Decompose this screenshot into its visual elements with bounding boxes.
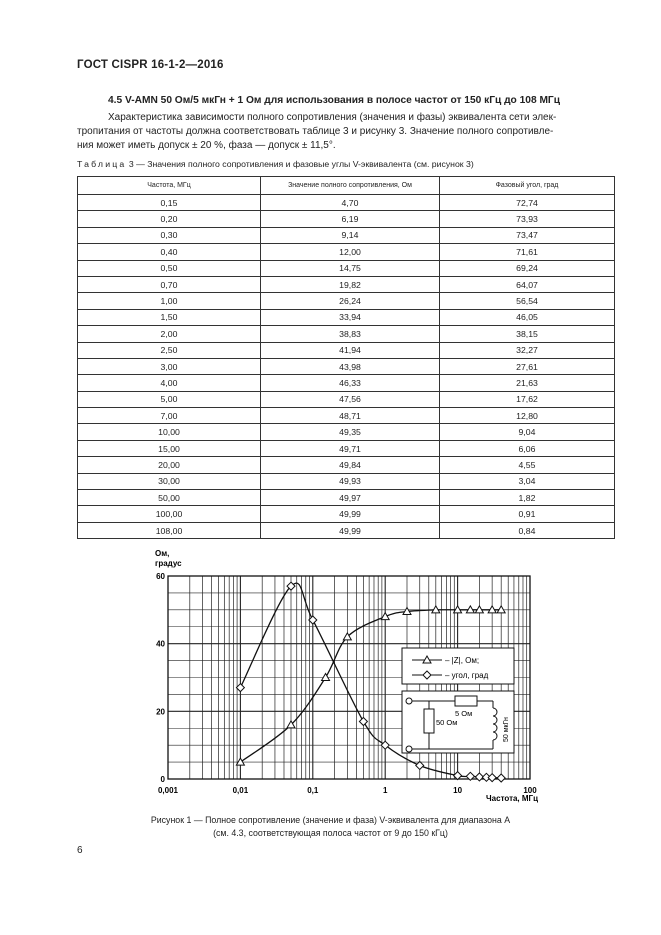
table-caption bbox=[77, 159, 474, 169]
legend-box bbox=[402, 648, 514, 684]
cell-frequency: 20,00 bbox=[78, 457, 261, 473]
cell-frequency: 0,30 bbox=[78, 227, 261, 243]
y-tick-labels bbox=[156, 572, 165, 784]
cell-impedance: 43,98 bbox=[261, 358, 440, 374]
y-tick-label: 40 bbox=[156, 639, 165, 649]
cell-impedance: 48,71 bbox=[261, 408, 440, 424]
cell-frequency: 15,00 bbox=[78, 440, 261, 456]
cell-impedance: 49,93 bbox=[261, 473, 440, 489]
cell-impedance: 26,24 bbox=[261, 293, 440, 309]
impedance-point bbox=[236, 758, 244, 765]
cell-frequency: 4,00 bbox=[78, 375, 261, 391]
series-resistor bbox=[455, 696, 477, 706]
inductor-label: 50 мкГн bbox=[503, 717, 510, 742]
cell-phase: 46,05 bbox=[440, 309, 615, 325]
col-header-frequency: Частота, МГц bbox=[78, 177, 261, 195]
x-tick-label: 1 bbox=[382, 786, 388, 795]
x-axis-label: Частота, МГц bbox=[486, 794, 538, 803]
cell-frequency: 108,00 bbox=[78, 522, 261, 538]
y-tick-label: 60 bbox=[156, 572, 165, 581]
cell-phase: 38,15 bbox=[440, 326, 615, 342]
x-tick-labels bbox=[158, 786, 537, 795]
cell-impedance: 49,99 bbox=[261, 506, 440, 522]
cell-frequency: 10,00 bbox=[78, 424, 261, 440]
series-resistor-label: 5 Ом bbox=[455, 709, 473, 718]
body-paragraph bbox=[77, 111, 614, 153]
col-header-phase: Фазовый угол, град bbox=[440, 177, 615, 195]
cell-phase: 64,07 bbox=[440, 276, 615, 292]
shunt-resistor bbox=[424, 709, 434, 733]
legend-label-phase: – угол, град bbox=[445, 671, 489, 680]
phase-point bbox=[416, 761, 424, 769]
cell-phase: 1,82 bbox=[440, 490, 615, 506]
figure-caption-line: (см. 4.3, соответствующая полоса частот от 9 до 150 кГц) bbox=[213, 828, 448, 838]
table-row bbox=[78, 195, 615, 211]
table-row bbox=[78, 424, 615, 440]
cell-impedance: 6,19 bbox=[261, 211, 440, 227]
y-axis-label-line: градус bbox=[155, 559, 182, 568]
cell-frequency: 0,15 bbox=[78, 195, 261, 211]
cell-frequency: 50,00 bbox=[78, 490, 261, 506]
y-tick-label: 0 bbox=[160, 775, 165, 784]
col-header-impedance: Значение полного сопротивления, Ом bbox=[261, 177, 440, 195]
cell-impedance: 4,70 bbox=[261, 195, 440, 211]
table-row bbox=[78, 293, 615, 309]
cell-phase: 32,27 bbox=[440, 342, 615, 358]
legend-label-impedance: – |Z|, Ом; bbox=[445, 656, 480, 665]
page-number: 6 bbox=[77, 845, 83, 856]
table-row bbox=[78, 490, 615, 506]
cell-impedance: 41,94 bbox=[261, 342, 440, 358]
table-caption-text: 3 — Значения полного сопротивления и фазовые углы V-эквивалента (см. рисунок 3) bbox=[126, 159, 474, 169]
table-row bbox=[78, 326, 615, 342]
x-tick-label: 10 bbox=[453, 786, 463, 795]
table-header-row bbox=[78, 177, 615, 195]
circuit-diagram bbox=[402, 691, 514, 753]
y-axis-label-line: Ом, bbox=[155, 549, 170, 558]
cell-phase: 27,61 bbox=[440, 358, 615, 374]
cell-phase: 9,04 bbox=[440, 424, 615, 440]
cell-impedance: 14,75 bbox=[261, 260, 440, 276]
table-row bbox=[78, 227, 615, 243]
table-row bbox=[78, 375, 615, 391]
table-row bbox=[78, 408, 615, 424]
table-row bbox=[78, 260, 615, 276]
impedance-table bbox=[77, 176, 615, 539]
table-row bbox=[78, 309, 615, 325]
table-row bbox=[78, 522, 615, 538]
x-tick-label: 0,1 bbox=[307, 786, 319, 795]
cell-phase: 4,55 bbox=[440, 457, 615, 473]
figure-caption-line: Рисунок 1 — Полное сопротивление (значение и фаза) V-эквивалента для диапазона A bbox=[150, 815, 511, 825]
cell-phase: 0,91 bbox=[440, 506, 615, 522]
impedance-point bbox=[322, 674, 330, 681]
phase-point bbox=[236, 684, 244, 692]
cell-frequency: 30,00 bbox=[78, 473, 261, 489]
cell-impedance: 49,97 bbox=[261, 490, 440, 506]
cell-impedance: 49,71 bbox=[261, 440, 440, 456]
cell-phase: 12,80 bbox=[440, 408, 615, 424]
table-caption-prefix: Таблица bbox=[77, 159, 127, 169]
table-row bbox=[78, 244, 615, 260]
paragraph-line: ния может иметь допуск ± 20 %, фаза — допуск ± 11,5°. bbox=[77, 140, 336, 151]
cell-phase: 71,61 bbox=[440, 244, 615, 260]
cell-impedance: 46,33 bbox=[261, 375, 440, 391]
cell-impedance: 38,83 bbox=[261, 326, 440, 342]
cell-frequency: 100,00 bbox=[78, 506, 261, 522]
cell-frequency: 7,00 bbox=[78, 408, 261, 424]
cell-impedance: 49,99 bbox=[261, 522, 440, 538]
cell-phase: 0,84 bbox=[440, 522, 615, 538]
table-row bbox=[78, 473, 615, 489]
cell-frequency: 0,70 bbox=[78, 276, 261, 292]
table-row bbox=[78, 358, 615, 374]
table-row bbox=[78, 440, 615, 456]
cell-phase: 72,74 bbox=[440, 195, 615, 211]
phase-point bbox=[309, 616, 317, 624]
table-row bbox=[78, 342, 615, 358]
cell-frequency: 0,50 bbox=[78, 260, 261, 276]
cell-frequency: 3,00 bbox=[78, 358, 261, 374]
section-title: 4.5 V-AMN 50 Ом/5 мкГн + 1 Ом для использования в полосе частот от 150 кГц до 108 МГц bbox=[108, 95, 560, 106]
cell-frequency: 2,50 bbox=[78, 342, 261, 358]
table-row bbox=[78, 506, 615, 522]
table-row bbox=[78, 457, 615, 473]
phase-point bbox=[497, 774, 505, 782]
cell-frequency: 1,50 bbox=[78, 309, 261, 325]
cell-phase: 21,63 bbox=[440, 375, 615, 391]
cell-impedance: 9,14 bbox=[261, 227, 440, 243]
cell-frequency: 1,00 bbox=[78, 293, 261, 309]
phase-point bbox=[488, 774, 496, 782]
cell-frequency: 0,40 bbox=[78, 244, 261, 260]
table-row bbox=[78, 276, 615, 292]
cell-impedance: 49,84 bbox=[261, 457, 440, 473]
cell-impedance: 47,56 bbox=[261, 391, 440, 407]
cell-phase: 69,24 bbox=[440, 260, 615, 276]
cell-impedance: 12,00 bbox=[261, 244, 440, 260]
paragraph-line: Характеристика зависимости полного сопротивления (значения и фазы) эквивалента сети элек- bbox=[108, 112, 557, 123]
cell-phase: 3,04 bbox=[440, 473, 615, 489]
shunt-resistor-label: 50 Ом bbox=[436, 718, 458, 727]
figure-caption bbox=[0, 814, 661, 840]
cell-frequency: 5,00 bbox=[78, 391, 261, 407]
cell-impedance: 19,82 bbox=[261, 276, 440, 292]
y-tick-label: 20 bbox=[156, 707, 165, 717]
x-tick-label: 0,01 bbox=[232, 786, 249, 795]
impedance-phase-chart bbox=[150, 546, 550, 811]
cell-phase: 73,93 bbox=[440, 211, 615, 227]
cell-phase: 56,54 bbox=[440, 293, 615, 309]
cell-impedance: 33,94 bbox=[261, 309, 440, 325]
table-row bbox=[78, 391, 615, 407]
cell-phase: 17,62 bbox=[440, 391, 615, 407]
cell-phase: 6,06 bbox=[440, 440, 615, 456]
paragraph-line: тропитания от частоты должна соответствовать таблице 3 и рисунку 3. Значение полного сопротивле- bbox=[77, 126, 554, 137]
document-header: ГОСТ CISPR 16-1-2—2016 bbox=[77, 59, 224, 71]
cell-frequency: 2,00 bbox=[78, 326, 261, 342]
x-tick-label: 0,001 bbox=[157, 786, 179, 795]
cell-phase: 73,47 bbox=[440, 227, 615, 243]
cell-impedance: 49,35 bbox=[261, 424, 440, 440]
phase-point bbox=[359, 717, 367, 725]
table-row bbox=[78, 211, 615, 227]
cell-frequency: 0,20 bbox=[78, 211, 261, 227]
x-tick-label: 100 bbox=[523, 786, 537, 795]
